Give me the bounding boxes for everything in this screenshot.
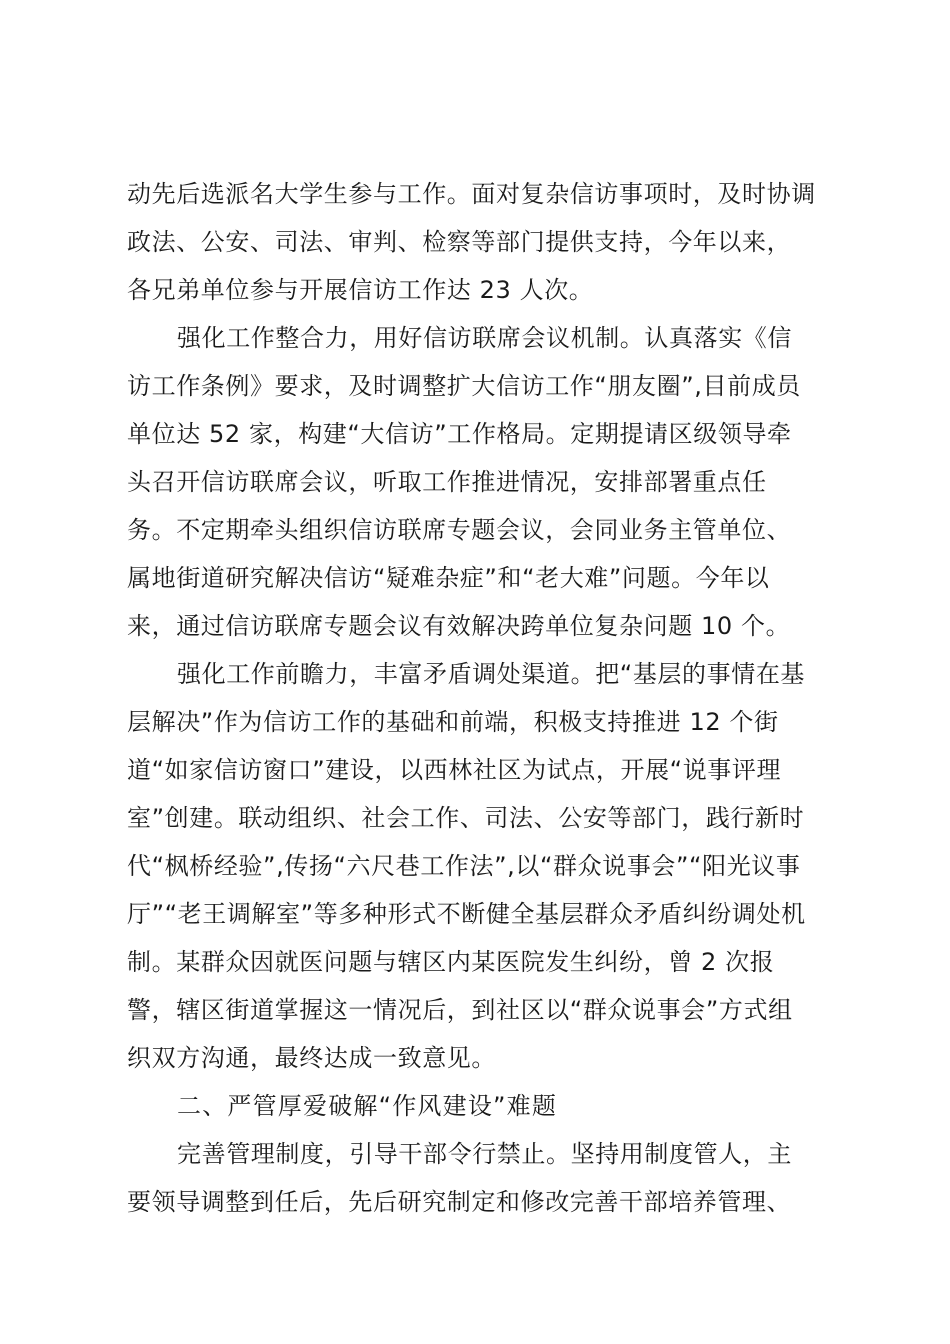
section-heading	[127, 1082, 837, 1130]
text-line: 各兄弟单位参与开展信访工作达 23 人次。	[127, 276, 594, 304]
paragraph-continuation	[127, 170, 837, 314]
document-body	[127, 170, 837, 1226]
text-line: 头召开信访联席会议，听取工作推进情况，安排部署重点任	[127, 468, 767, 496]
text-line: 警，辖区街道掌握这一情况后，到社区以“群众说事会”方式组	[127, 996, 793, 1024]
section-heading-text: 二、严管厚爱破解“作风建设”难题	[177, 1092, 558, 1120]
text-line: 强化工作整合力，用好信访联席会议机制。认真落实《信	[177, 324, 792, 352]
text-line: 来，通过信访联席专题会议有效解决跨单位复杂问题 10 个。	[127, 612, 791, 640]
text-line: 单位达 52 家，构建“大信访”工作格局。定期提请区级领导牵	[127, 420, 792, 448]
text-line: 织双方沟通，最终达成一致意见。	[127, 1044, 496, 1072]
text-line: 政法、公安、司法、审判、检察等部门提供支持，今年以来，	[127, 228, 792, 256]
text-line: 道“如家信访窗口”建设，以西林社区为试点，开展“说事评理	[127, 756, 782, 784]
text-line: 要领导调整到任后，先后研究制定和修改完善干部培养管理、	[127, 1188, 792, 1216]
text-line: 制。某群众因就医问题与辖区内某医院发生纠纷，曾 2 次报	[127, 948, 775, 976]
paragraph-management-system	[127, 1130, 837, 1226]
paragraph-joint-meeting	[127, 314, 837, 650]
text-line: 务。不定期牵头组织信访联席专题会议，会同业务主管单位、	[127, 516, 792, 544]
text-line: 访工作条例》要求，及时调整扩大信访工作“朋友圈”,目前成员	[127, 372, 801, 400]
text-line: 动先后选派名大学生参与工作。面对复杂信访事项时，及时协调	[127, 180, 816, 208]
text-line: 完善管理制度，引导干部令行禁止。坚持用制度管人，主	[177, 1140, 792, 1168]
text-line: 厅”“老王调解室”等多种形式不断健全基层群众矛盾纠纷调处机	[127, 900, 806, 928]
text-line: 属地街道研究解决信访“疑难杂症”和“老大难”问题。今年以	[127, 564, 770, 592]
text-line: 代“枫桥经验”,传扬“六尺巷工作法”,以“群众说事会”“阳光议事	[127, 852, 801, 880]
paragraph-grassroots-mediation	[127, 650, 837, 1082]
text-line: 室”创建。联动组织、社会工作、司法、公安等部门，践行新时	[127, 804, 805, 832]
text-line: 层解决”作为信访工作的基础和前端，积极支持推进 12 个街	[127, 708, 779, 736]
text-line: 强化工作前瞻力，丰富矛盾调处渠道。把“基层的事情在基	[177, 660, 806, 688]
